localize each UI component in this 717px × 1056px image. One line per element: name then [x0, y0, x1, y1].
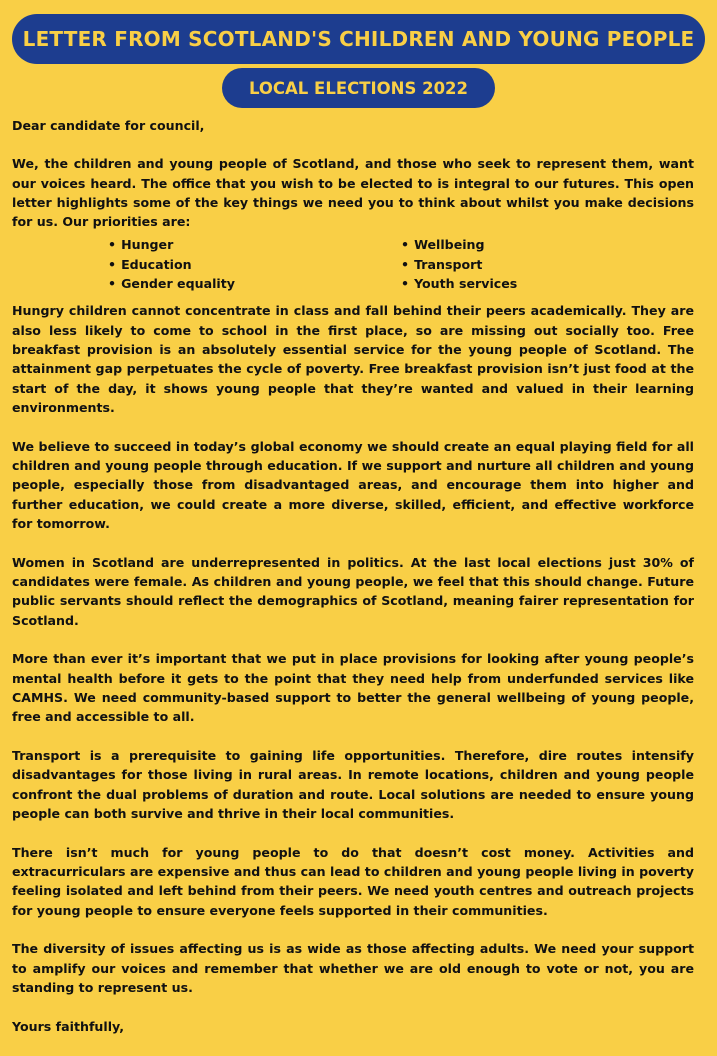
paragraph-education: We believe to succeed in today’s global economy we should create an equal playing field for all children and young people through education. If we support and nurture all children and young people, especially those from disadvantaged areas, and encourage them into higher and further education, we could create a more diverse, skilled, efficient, and effective workforce for tomorrow.: [12, 438, 694, 531]
closing: Yours faithfully,: [12, 1018, 125, 1034]
paragraph-youth-services: There isn’t much for young people to do that doesn’t cost money. Activities and extracurriculars are expensive and thus can lead to children and young people living in poverty feeling isolated and left behind from their peers. We need youth centres and outreach projects for young people to ensure everyone feels supported in their communities.: [12, 844, 694, 918]
priority-item: • Gender equality: [108, 274, 401, 293]
subtitle-banner: [222, 68, 495, 108]
page-title: LETTER FROM SCOTLAND'S CHILDREN AND YOUNG PEOPLE: [22, 27, 695, 51]
priority-item: • Youth services: [401, 274, 694, 293]
title-banner: [12, 14, 705, 64]
salutation: Dear candidate for council,: [12, 118, 205, 133]
priorities-column-left: [108, 235, 401, 293]
priority-item: • Wellbeing: [401, 235, 694, 254]
paragraph-conclusion: The diversity of issues affecting us is as wide as those affecting adults. We need your support to amplify our voices and remember that whether we are old enough to vote or not, you are standing to represent us.: [12, 941, 694, 995]
paragraph-hunger: Hungry children cannot concentrate in class and fall behind their peers academically. They are also less likely to come to school in the first place, so are missing out socially too. Free breakfast provision is an absolutely essential service for the young people of Scotland. The attainment gap perpetuates the cycle of poverty. Free breakfast provision isn’t just food at the start of the day, it shows young people that they’re wanted and valued in their learning environments.: [12, 303, 694, 415]
priority-item: • Hunger: [108, 235, 401, 254]
priority-item: • Education: [108, 255, 401, 274]
priorities-column-right: [401, 235, 694, 293]
intro-paragraph: We, the children and young people of Scotland, and those who seek to represent them, want our voices heard. The office that you wish to be elected to is integral to our futures. This open letter highlights some of the key things we need you to think about whilst you make decisions for us. Our priorities are:: [12, 156, 694, 230]
priority-item: • Transport: [401, 255, 694, 274]
priorities-list: [12, 235, 694, 293]
letter-body: [12, 116, 694, 1056]
page-subtitle: LOCAL ELECTIONS 2022: [248, 78, 469, 98]
paragraph-gender-equality: Women in Scotland are underrepresented in politics. At the last local elections just 30% of candidates were female. As children and young people, we feel that this should change. Future public servants should reflect the demographics of Scotland, meaning fairer representation for Scotland.: [12, 554, 694, 628]
paragraph-transport: Transport is a prerequisite to gaining life opportunities. Therefore, dire routes intensify disadvantages for those living in rural areas. In remote locations, children and young people confront the dual problems of duration and route. Local solutions are needed to ensure young people can both survive and thrive in their local communities.: [12, 748, 694, 821]
paragraph-wellbeing: More than ever it’s important that we put in place provisions for looking after young people’s mental health before it gets to the point that they need help from underfunded services like CAMHS. We need community-based support to better the general wellbeing of young people, free and accessible to all.: [12, 651, 694, 725]
